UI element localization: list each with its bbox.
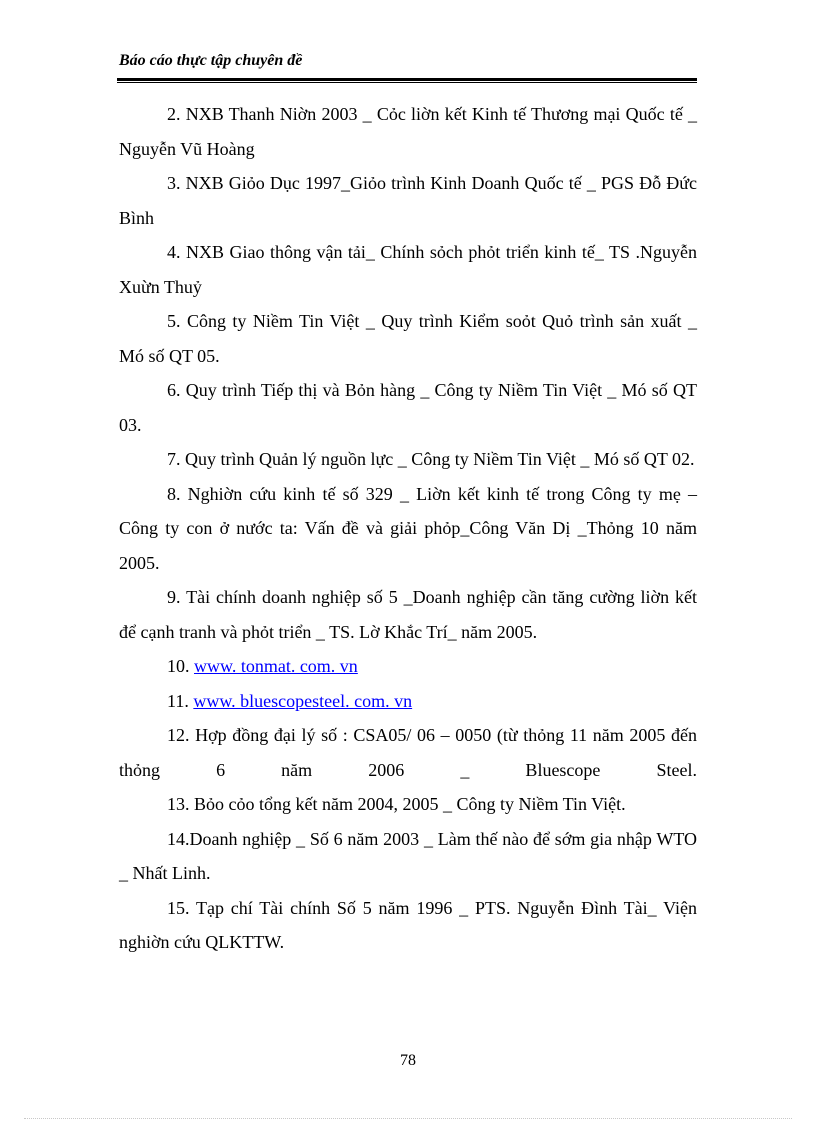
page-number: 78 <box>400 1052 416 1069</box>
header-title: Báo cáo thực tập chuyên đề <box>119 52 303 69</box>
reference-item: 3. NXB Giỏo Dục 1997_Giỏo trình Kinh Doanh Quốc tế _ PGS Đỗ Đức Bình <box>119 173 697 228</box>
website-link[interactable]: www. bluescopesteel. com. vn <box>193 690 413 711</box>
reference-item: 2. NXB Thanh Niờn 2003 _ Cỏc liờn kết Kinh tế Thương mại Quốc tế _ Nguyễn Vũ Hoàng <box>119 104 697 159</box>
reference-item: 8. Nghiờn cứu kinh tế số 329 _ Liờn kết kinh tế trong Công ty mẹ – Công ty con ở nước ta: Vấn đề và giải phỏp_Công Văn Dị _Thỏng 10 năm 2005. <box>119 483 697 573</box>
reference-item: 13. Bỏo cỏo tổng kết năm 2004, 2005 _ Công ty Niềm Tin Việt. <box>167 794 626 814</box>
website-link[interactable]: www. tonmat. com. vn <box>194 656 358 676</box>
reference-item: 15. Tạp chí Tài chính Số 5 năm 1996 _ PTS. Nguyễn Đình Tài_ Viện nghiờn cứu QLKTTW. <box>119 897 697 952</box>
header-rule <box>117 78 697 81</box>
reference-item: 6. Quy trình Tiếp thị và Bỏn hàng _ Công ty Niềm Tin Việt _ Mó số QT 03. <box>119 380 697 435</box>
reference-number: 10. <box>167 656 190 676</box>
reference-item-link <box>119 684 697 719</box>
page-bottom-divider <box>24 1118 792 1119</box>
reference-item: 12. Hợp đồng đại lý số : CSA05/ 06 – 0050 (từ thỏng 11 năm 2005 đến thỏng 6 năm 2006 _ Bluescope Steel. <box>119 725 697 780</box>
reference-number: 11. <box>167 690 189 711</box>
reference-item: 7. Quy trình Quản lý nguồn lực _ Công ty Niềm Tin Việt _ Mó số QT 02. <box>167 449 695 469</box>
reference-item: 9. Tài chính doanh nghiệp số 5 _Doanh nghiệp cần tăng cường liờn kết để cạnh tranh và phỏt triển _ TS. Lờ Khắc Trí_ năm 2005. <box>119 587 697 642</box>
reference-list <box>119 97 697 960</box>
reference-item: 4. NXB Giao thông vận tải_ Chính sỏch phỏt triển kinh tế_ TS .Nguyễn Xuừn Thuỷ <box>119 242 697 297</box>
reference-item-link <box>119 649 697 684</box>
reference-item: 5. Công ty Niềm Tin Việt _ Quy trình Kiểm soỏt Quỏ trình sản xuất _ Mó số QT 05. <box>119 311 697 366</box>
reference-item: 14.Doanh nghiệp _ Số 6 năm 2003 _ Làm thế nào để sớm gia nhập WTO _ Nhất Linh. <box>119 828 697 883</box>
